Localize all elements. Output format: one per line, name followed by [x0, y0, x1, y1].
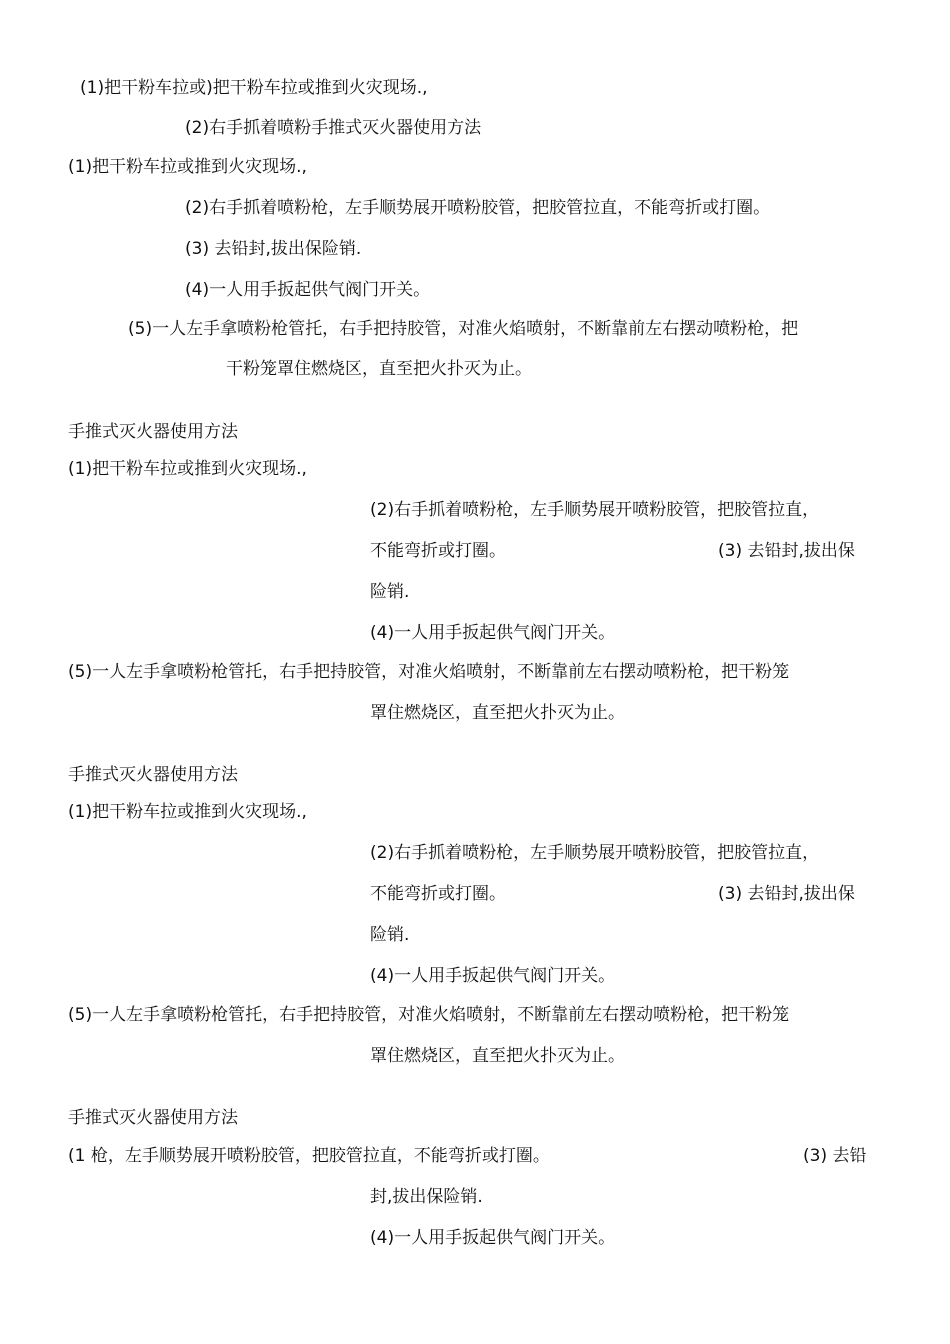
b1-step-2: (2)右手抓着喷粉枪，左手顺势展开喷粉胶管，把胶管拉直，不能弯折或打圈。 — [185, 198, 771, 218]
b3-step-1: (1)把干粉车拉或推到火灾现场., — [68, 802, 307, 822]
b3-step-4: (4)一人用手扳起供气阀门开关。 — [370, 966, 616, 986]
b2-step-5-cont: 罩住燃烧区，直至把火扑灭为止。 — [370, 703, 625, 723]
b3-step-2-cont: 不能弯折或打圈。 — [370, 884, 506, 904]
b3-step-5: (5)一人左手拿喷粉枪管托，右手把持胶管，对准火焰喷射，不断靠前左右摆动喷粉枪，把干粉笼 — [68, 1005, 790, 1025]
b3-step-5-cont: 罩住燃烧区，直至把火扑灭为止。 — [370, 1046, 625, 1066]
b2-step-1: (1)把干粉车拉或推到火灾现场., — [68, 459, 307, 479]
b2-step-3-cont: 险销. — [370, 582, 410, 602]
b1-step-5-cont: 干粉笼罩住燃烧区，直至把火扑灭为止。 — [226, 359, 532, 379]
b3-step-2: (2)右手抓着喷粉枪，左手顺势展开喷粉胶管，把胶管拉直， — [370, 843, 820, 863]
b2-title: 手推式灭火器使用方法 — [68, 422, 238, 442]
b1-step-1: (1)把干粉车拉或推到火灾现场., — [68, 157, 307, 177]
b4-step-1: (1 枪，左手顺势展开喷粉胶管，把胶管拉直，不能弯折或打圈。 — [68, 1146, 550, 1166]
b1-step-5: (5)一人左手拿喷粉枪管托，右手把持胶管，对准火焰喷射，不断靠前左右摆动喷粉枪，把 — [128, 319, 799, 339]
b3-step-3-cont: 险销. — [370, 925, 410, 945]
b2-step-4: (4)一人用手扳起供气阀门开关。 — [370, 623, 616, 643]
b2-step-2: (2)右手抓着喷粉枪，左手顺势展开喷粉胶管，把胶管拉直， — [370, 500, 820, 520]
b1-step-3: (3) 去铅封,拔出保险销. — [185, 239, 362, 259]
b4-step-4: (4)一人用手扳起供气阀门开关。 — [370, 1228, 616, 1248]
b1-line-1: (1)把干粉车拉或)把干粉车拉或推到火灾现场., — [80, 78, 428, 98]
b3-title: 手推式灭火器使用方法 — [68, 765, 238, 785]
b4-step-3: (3) 去铅 — [803, 1146, 867, 1166]
b2-step-3: (3) 去铅封,拔出保 — [718, 541, 855, 561]
b1-step-4: (4)一人用手扳起供气阀门开关。 — [185, 280, 431, 300]
b3-step-3: (3) 去铅封,拔出保 — [718, 884, 855, 904]
b1-line-2: (2)右手抓着喷粉手推式灭火器使用方法 — [185, 118, 482, 138]
b2-step-2-cont: 不能弯折或打圈。 — [370, 541, 506, 561]
b4-title: 手推式灭火器使用方法 — [68, 1108, 238, 1128]
b2-step-5: (5)一人左手拿喷粉枪管托，右手把持胶管，对准火焰喷射，不断靠前左右摆动喷粉枪，把干粉笼 — [68, 662, 790, 682]
b4-step-3-cont: 封,拔出保险销. — [370, 1187, 483, 1207]
